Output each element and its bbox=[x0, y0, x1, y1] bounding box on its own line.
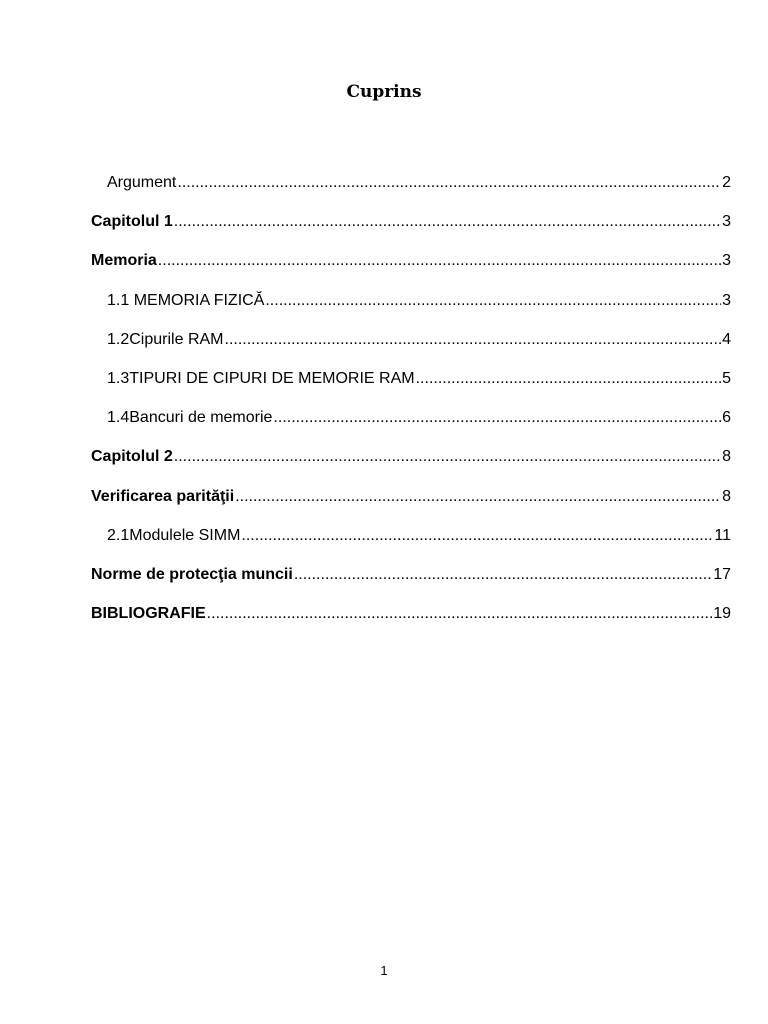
toc-entry[interactable] bbox=[91, 368, 731, 407]
toc-entry[interactable] bbox=[91, 290, 731, 329]
toc-dot-leader bbox=[241, 525, 713, 547]
toc-entry-page: 2 bbox=[722, 174, 731, 191]
toc-dot-leader bbox=[294, 564, 712, 586]
toc-entry[interactable] bbox=[91, 407, 731, 446]
toc-entry-label: Argument bbox=[107, 174, 177, 191]
toc-entry[interactable] bbox=[91, 329, 731, 368]
table-of-contents bbox=[91, 172, 731, 642]
toc-entry-label: Cipurile RAM bbox=[129, 330, 224, 348]
toc-dot-leader bbox=[273, 407, 721, 429]
toc-dot-leader bbox=[265, 290, 721, 312]
toc-entry[interactable] bbox=[91, 211, 731, 250]
toc-entry-page: 5 bbox=[722, 369, 731, 387]
toc-entry-page: 8 bbox=[722, 448, 731, 466]
toc-entry-label: Modulele SIMM bbox=[129, 526, 241, 544]
toc-entry-number: 1.3 bbox=[107, 369, 130, 387]
toc-entry-label: BIBLIOGRAFIE bbox=[91, 605, 206, 623]
toc-entry[interactable] bbox=[91, 250, 731, 289]
toc-entry[interactable] bbox=[91, 446, 731, 485]
toc-dot-leader bbox=[207, 603, 713, 625]
toc-entry-label: Norme de protecţia muncii bbox=[91, 565, 293, 583]
toc-entry[interactable] bbox=[91, 564, 731, 603]
toc-entry-label: Verificarea parităţii bbox=[91, 487, 235, 505]
toc-entry-label: Bancuri de memorie bbox=[129, 409, 273, 427]
toc-dot-leader bbox=[158, 250, 721, 272]
toc-entry-page: 6 bbox=[722, 409, 731, 427]
toc-dot-leader bbox=[235, 486, 721, 508]
page-number: 1 bbox=[380, 963, 388, 978]
toc-dot-leader bbox=[225, 329, 722, 351]
toc-dot-leader bbox=[177, 172, 721, 194]
toc-entry-page: 4 bbox=[722, 330, 731, 348]
toc-dot-leader bbox=[174, 446, 721, 468]
toc-entry-page: 17 bbox=[713, 565, 731, 583]
toc-entry[interactable] bbox=[91, 603, 731, 642]
toc-entry-label: TIPURI DE CIPURI DE MEMORIE RAM bbox=[129, 369, 415, 387]
toc-entry-number: 1.4 bbox=[107, 409, 130, 427]
toc-entry-label: Memoria bbox=[91, 252, 157, 270]
toc-entry-label: Capitolul 2 bbox=[91, 448, 173, 466]
toc-entry[interactable] bbox=[91, 486, 731, 525]
toc-entry-page: 8 bbox=[722, 487, 731, 505]
toc-entry-page: 19 bbox=[713, 605, 731, 623]
toc-entry-label: Capitolul 1 bbox=[91, 213, 173, 231]
toc-entry-label: 1.1 MEMORIA FIZICĂ bbox=[107, 291, 265, 309]
toc-entry-page: 3 bbox=[722, 291, 731, 309]
toc-entry-page: 3 bbox=[722, 213, 731, 231]
toc-entry[interactable] bbox=[91, 525, 731, 564]
toc-entry-page: 3 bbox=[722, 252, 731, 270]
toc-entry-number: 2.1 bbox=[107, 526, 130, 544]
toc-entry[interactable] bbox=[91, 172, 731, 211]
toc-dot-leader bbox=[174, 211, 721, 233]
toc-entry-number: 1.2 bbox=[107, 330, 130, 348]
page-title: Cuprins bbox=[346, 82, 422, 102]
toc-dot-leader bbox=[416, 368, 721, 390]
toc-entry-page: 11 bbox=[714, 526, 731, 544]
